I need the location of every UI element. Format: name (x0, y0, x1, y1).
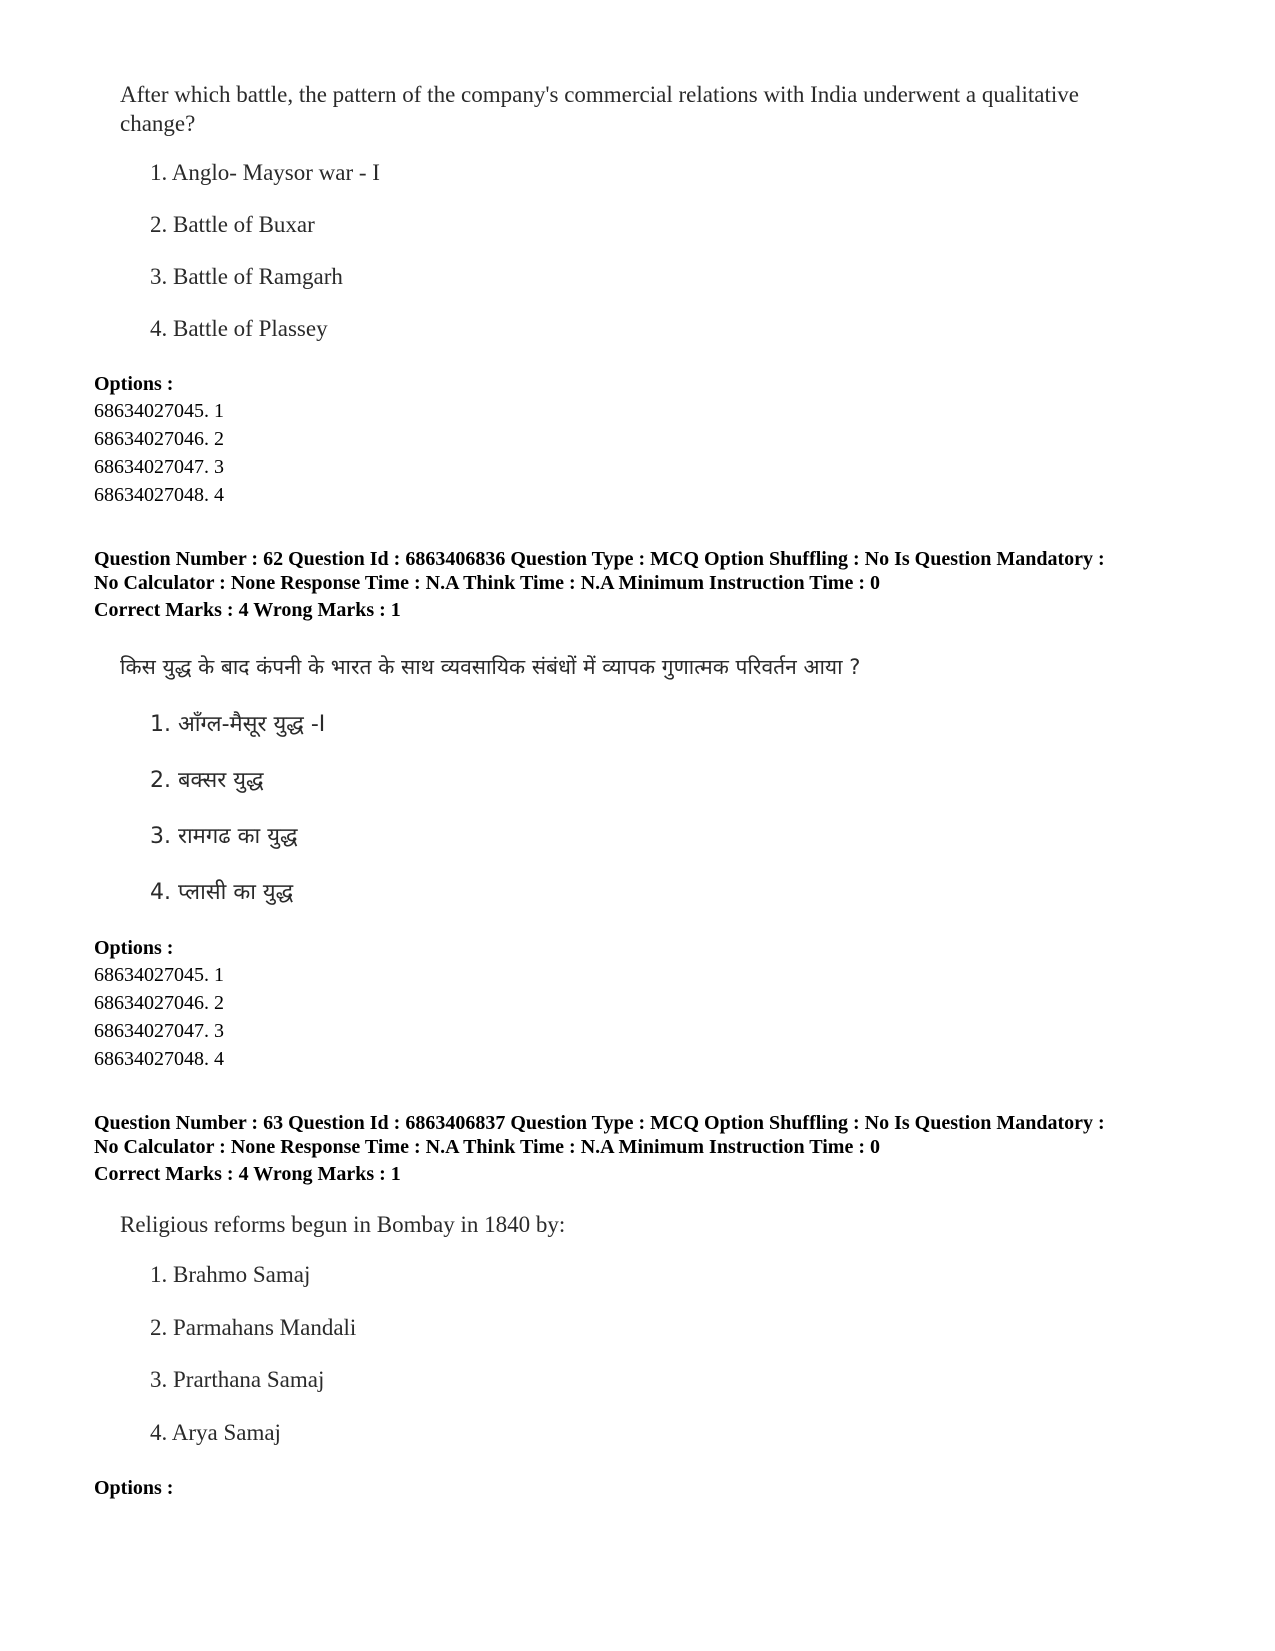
question-63-meta-line-1: Question Number : 63 Question Id : 6863406837 Question Type : MCQ Option Shuffling : No Is Question Mandatory : (94, 1112, 1105, 1134)
question-61-choice-2: 2. Battle of Buxar (150, 212, 315, 237)
question-61-text: After which battle, the pattern of the company's commercial relations with India underwent a qualitative change? (120, 82, 1079, 136)
question-62-option-1: 68634027045. 1 (94, 964, 224, 986)
question-63-choice-4: 4. Arya Samaj (150, 1420, 281, 1445)
question-61-choice-3: 3. Battle of Ramgarh (150, 264, 343, 289)
question-62-options-label: Options : (94, 937, 174, 959)
question-61-option-4: 68634027048. 4 (94, 484, 224, 506)
question-62-option-3: 68634027047. 3 (94, 1020, 224, 1042)
question-63-marks: Correct Marks : 4 Wrong Marks : 1 (94, 1163, 401, 1185)
question-62-option-2: 68634027046. 2 (94, 992, 224, 1014)
question-63-options-label: Options : (94, 1477, 174, 1499)
question-61-option-2: 68634027046. 2 (94, 428, 224, 450)
question-61-option-3: 68634027047. 3 (94, 456, 224, 478)
question-62-option-4: 68634027048. 4 (94, 1048, 224, 1070)
question-62-marks: Correct Marks : 4 Wrong Marks : 1 (94, 599, 401, 621)
question-61-choice-4: 4. Battle of Plassey (150, 316, 328, 341)
question-63-choice-3: 3. Prarthana Samaj (150, 1367, 325, 1392)
question-63-text: Religious reforms begun in Bombay in 1840 by: (120, 1212, 566, 1237)
question-62-meta-line-1: Question Number : 62 Question Id : 6863406836 Question Type : MCQ Option Shuffling : No Is Question Mandatory : (94, 548, 1105, 570)
question-62-choice-3: 3. रामगढ का युद्ध (150, 824, 298, 849)
question-61-option-1: 68634027045. 1 (94, 400, 224, 422)
question-62-choice-1: 1. आँग्ल-मैसूर युद्ध -I (150, 712, 326, 737)
question-63-choice-2: 2. Parmahans Mandali (150, 1315, 357, 1340)
question-61-options-label: Options : (94, 373, 174, 395)
question-62-text: किस युद्ध के बाद कंपनी के भारत के साथ व्यवसायिक संबंधों में व्यापक गुणात्मक परिवर्तन आया ? (120, 655, 861, 679)
question-63-meta-line-2: No Calculator : None Response Time : N.A Think Time : N.A Minimum Instruction Time : 0 (94, 1136, 880, 1158)
question-62-choice-4: 4. प्लासी का युद्ध (150, 880, 294, 905)
question-62-choice-2: 2. बक्सर युद्ध (150, 768, 264, 793)
question-63-choice-1: 1. Brahmo Samaj (150, 1262, 311, 1287)
question-62-meta-line-2: No Calculator : None Response Time : N.A Think Time : N.A Minimum Instruction Time : 0 (94, 572, 880, 594)
question-61-choice-1: 1. Anglo- Maysor war - I (150, 160, 380, 185)
